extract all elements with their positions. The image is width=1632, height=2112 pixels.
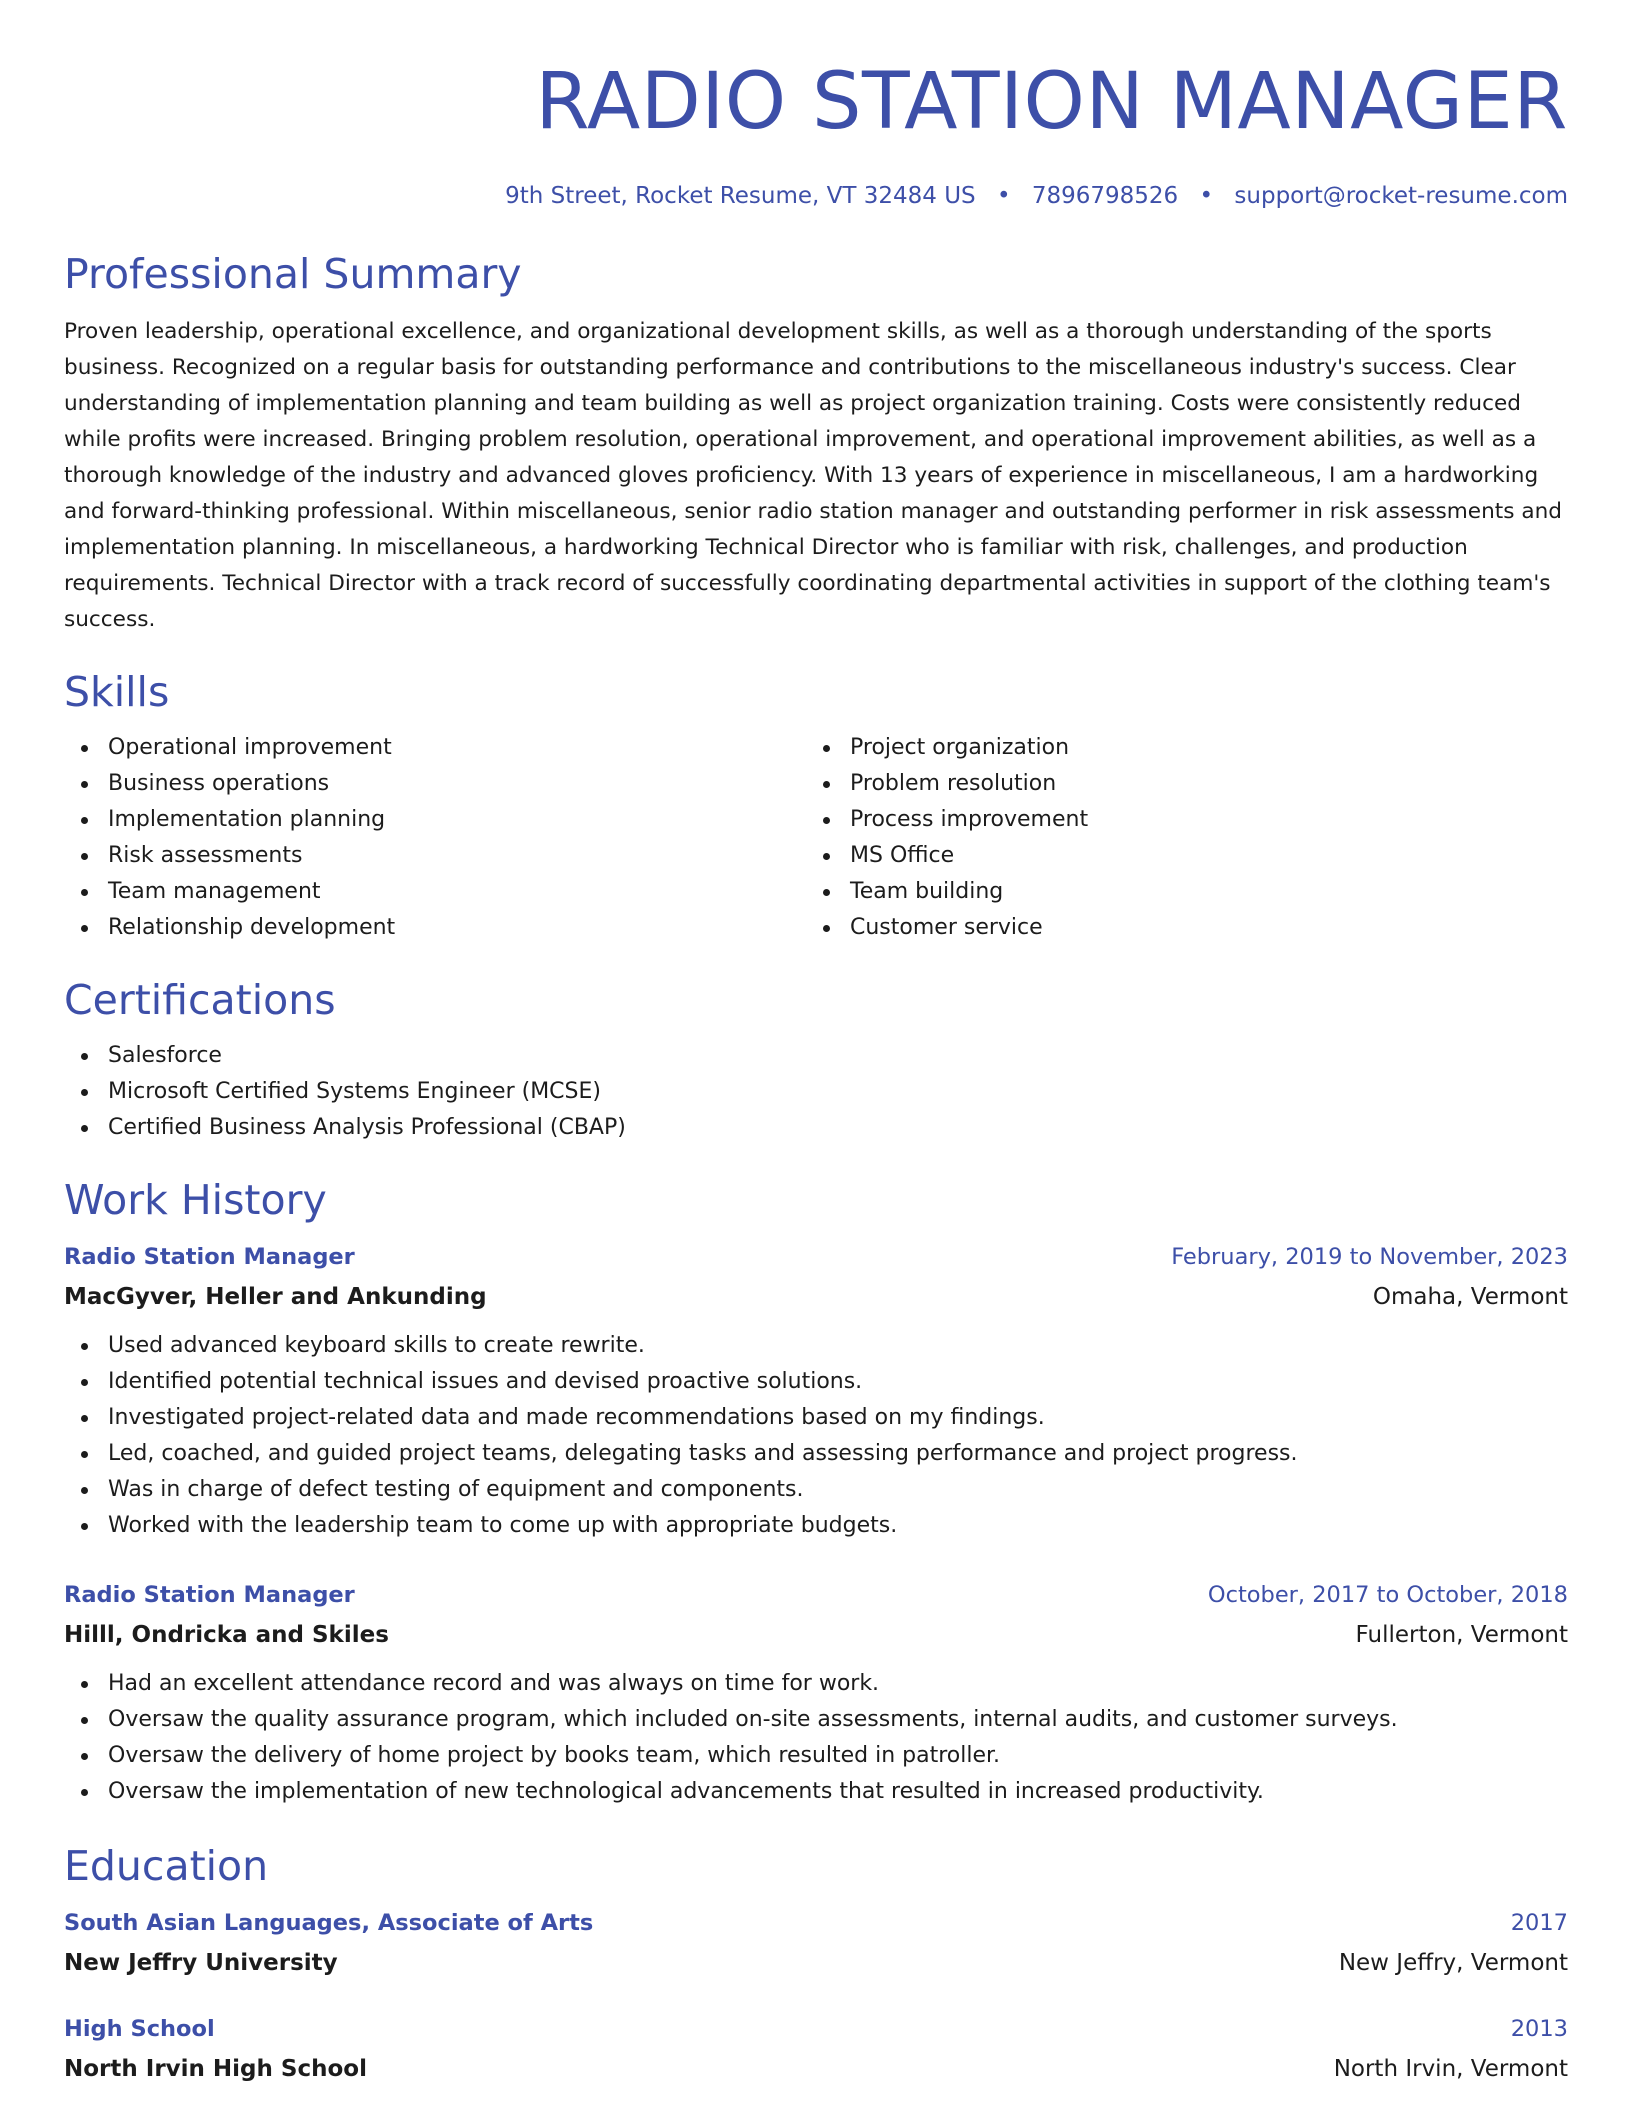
job-bullet: Investigated project-related data and made recommendations based on my findings. [64, 1400, 1568, 1436]
job-role: Radio Station Manager [64, 1582, 355, 1608]
job-bullet: Oversaw the delivery of home project by books team, which resulted in patroller. [64, 1738, 1568, 1774]
education-degree: High School [64, 2016, 215, 2042]
certifications-list [64, 1038, 1568, 1146]
education-location: North Irvin, Vermont [1333, 2056, 1568, 2082]
job-role: Radio Station Manager [64, 1244, 355, 1270]
skill-item: Business operations [64, 766, 806, 802]
skill-item: Project organization [806, 730, 1548, 766]
job-header-row [64, 1238, 1568, 1276]
job-entry [64, 1238, 1568, 1544]
job-responsibilities [64, 1666, 1568, 1810]
work-history-section [64, 1174, 1568, 1810]
certification-item: Salesforce [64, 1038, 1568, 1074]
skill-item: Customer service [806, 910, 1548, 946]
education-section [64, 1840, 1568, 2090]
job-bullet: Led, coached, and guided project teams, delegating tasks and assessing performance and project progress. [64, 1436, 1568, 1472]
certification-item: Certified Business Analysis Professional (CBAP) [64, 1110, 1568, 1146]
skill-item: Process improvement [806, 802, 1548, 838]
section-title-certifications: Certifications [64, 976, 336, 1024]
skill-item: Relationship development [64, 910, 806, 946]
job-header-row [64, 1576, 1568, 1614]
candidate-title: RADIO STATION MANAGER [535, 57, 1568, 147]
skills-column-left [64, 730, 806, 946]
job-company-row [64, 1276, 1568, 1318]
education-header-row [64, 1904, 1568, 1942]
section-title-skills: Skills [64, 668, 170, 716]
certifications-section [64, 974, 1568, 1146]
email-address: support@rocket-resume.com [1234, 183, 1568, 209]
job-bullet: Identified potential technical issues and devised proactive solutions. [64, 1364, 1568, 1400]
address: 9th Street, Rocket Resume, VT 32484 US [505, 183, 976, 209]
education-school-row [64, 1942, 1568, 1984]
education-entry [64, 1904, 1568, 1984]
job-company-row [64, 1614, 1568, 1656]
skill-item: Operational improvement [64, 730, 806, 766]
job-bullet: Oversaw the implementation of new technological advancements that resulted in increased productivity. [64, 1774, 1568, 1810]
job-bullet: Worked with the leadership team to come up with appropriate budgets. [64, 1508, 1568, 1544]
skill-item: Team management [64, 874, 806, 910]
job-entry [64, 1576, 1568, 1810]
education-degree: South Asian Languages, Associate of Arts [64, 1910, 594, 1936]
separator-dot: • [996, 183, 1011, 209]
skills-section [64, 666, 1568, 946]
job-dates: October, 2017 to October, 2018 [1207, 1582, 1568, 1608]
phone-number: 7896798526 [1031, 183, 1179, 209]
job-bullet: Used advanced keyboard skills to create rewrite. [64, 1328, 1568, 1364]
skill-item: Problem resolution [806, 766, 1548, 802]
skill-item: Team building [806, 874, 1548, 910]
section-title-work: Work History [64, 1176, 327, 1224]
separator-dot: • [1199, 183, 1214, 209]
job-location: Fullerton, Vermont [1355, 1622, 1568, 1648]
education-school: New Jeffry University [64, 1950, 338, 1976]
section-title-education: Education [64, 1842, 269, 1890]
education-year: 2013 [1510, 2016, 1568, 2042]
education-year: 2017 [1510, 1910, 1568, 1936]
skills-column-right [806, 730, 1548, 946]
education-entry [64, 2010, 1568, 2090]
certification-item: Microsoft Certified Systems Engineer (MCSE) [64, 1074, 1568, 1110]
skill-item: Risk assessments [64, 838, 806, 874]
section-title-summary: Professional Summary [64, 250, 522, 298]
education-school-row [64, 2048, 1568, 2090]
skill-item: MS Office [806, 838, 1548, 874]
job-bullet: Had an excellent attendance record and was always on time for work. [64, 1666, 1568, 1702]
resume-header [64, 52, 1568, 212]
education-header-row [64, 2010, 1568, 2048]
job-location: Omaha, Vermont [1372, 1284, 1568, 1310]
education-school: North Irvin High School [64, 2056, 367, 2082]
resume-page [64, 52, 1568, 2090]
skills-grid [64, 730, 1568, 946]
job-company: MacGyver, Heller and Ankunding [64, 1284, 487, 1310]
job-dates: February, 2019 to November, 2023 [1171, 1244, 1568, 1270]
job-responsibilities [64, 1328, 1568, 1544]
education-location: New Jeffry, Vermont [1338, 1950, 1568, 1976]
job-company: Hilll, Ondricka and Skiles [64, 1622, 389, 1648]
summary-section [64, 248, 1568, 638]
summary-paragraph: Proven leadership, operational excellence, and organizational development skills, as well as a thorough understanding of the sports business. Recognized on a regular basis for outstanding performance and contributions to the miscellaneous industry's success. Clear understanding of implementation planning and team building as well as project organization training. Costs were consistently reduced while profits were increased. Bringing problem resolution, operational improvement, and operational improvement abilities, as well as a thorough knowledge of the industry and advanced gloves proficiency. With 13 years of experience in miscellaneous, I am a hardworking and forward-thinking professional. Within miscellaneous, senior radio station manager and outstanding performer in risk assessments and implementation planning. In miscellaneous, a hardworking Technical Director who is familiar with risk, challenges, and production requirements. Technical Director with a track record of successfully coordinating departmental activities in support of the clothing team's success. [64, 319, 1562, 632]
job-bullet: Was in charge of defect testing of equipment and components. [64, 1472, 1568, 1508]
skill-item: Implementation planning [64, 802, 806, 838]
job-bullet: Oversaw the quality assurance program, which included on-site assessments, internal audits, and customer surveys. [64, 1702, 1568, 1738]
contact-line [64, 180, 1568, 212]
